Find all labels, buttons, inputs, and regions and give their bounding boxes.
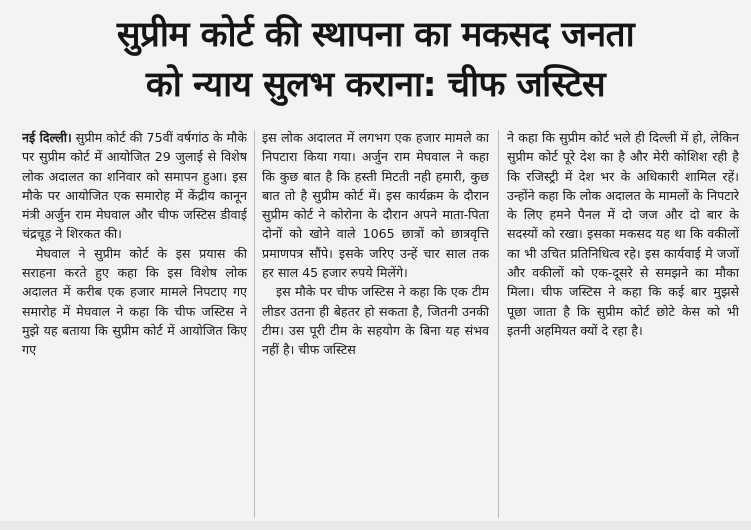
column-divider [498, 130, 499, 518]
paragraph-1 [22, 128, 247, 244]
paragraph-3: इस लोक अदालत में लगभग एक हजार मामले का निपटारा किया गया। अर्जुन राम मेघवाल ने कहा कि कुछ बात है कि हस्ती मिटती नही हमारी, कुछ बात तो है सुप्रीम कोर्ट में। इस कार्यक्रम के दौरान सुप्रीम कोर्ट ने कोरोना के दौरान अपने माता-पिता दोनों को खोने वाले 1065 छात्रों को छात्रवृत्ति प्रमाणपत्र सौंपे। इसके जरिए उन्हें चार साल तक हर साल 45 हजार रुपये मिलेंगे। [262, 130, 489, 281]
dateline: नई दिल्ली। [22, 130, 72, 145]
column-divider [254, 130, 255, 518]
paragraph-4: इस मौके पर चीफ जस्टिस ने कहा कि एक टीम लीडर उतना ही बेहतर हो सकता है, जितनी उनकी टीम। उस पूरी टीम के सहयोग के बिना यह संभव नहीं है। चीफ जस्टिस [262, 284, 489, 358]
article-column-1 [22, 128, 247, 520]
article-column-2 [262, 128, 489, 520]
article-column-3 [507, 128, 739, 520]
paragraph-5: ने कहा कि सुप्रीम कोर्ट भले ही दिल्ली में हो, लेकिन सुप्रीम कोर्ट पूरे देश का है और मेरी कोशिश रही है कि रजिस्ट्री में देश भर के अधिकारी शामिल रहें। उन्होंने कहा कि लोक अदालत के मामलों के निपटारे के लिए हमने पैनल में दो जज और दो बार के सदस्यों को रखा। इसका मकसद यह था कि वकीलों का भी उचित प्रतिनिधित्व रहे। इस कार्यवाई मे जजों और वकीलों को एक-दूसरे से समझने का मौका मिला। चीफ जस्टिस ने कहा कि कई बार मुझसे पूछा जाता है कि सुप्रीम कोर्ट छोटे केस को भी इतनी अहमियत क्यों दे रहा है। [507, 130, 739, 338]
headline [0, 10, 751, 110]
headline-line-2: को न्याय सुलभ कराना: चीफ जस्टिस [145, 65, 606, 105]
paragraph-2: मेघवाल ने सुप्रीम कोर्ट के इस प्रयास की सराहना करते हुए कहा कि इस विशेष लोक अदालत में करीब एक हजार मामले निपटाए गए समारोह में मेघवाल ने कहा कि चीफ जस्टिस ने मुझे यह बताया कि सुप्रीम कोर्ट में आयोजित किए गए [22, 245, 247, 358]
article-body [22, 128, 742, 520]
paragraph-1-text: सुप्रीम कोर्ट की 75वीं वर्षगांठ के मौके पर सुप्रीम कोर्ट में आयोजित 29 जुलाई से विशेष लोक अदालत का शनिवार को समापन हुआ। इस मौके पर आयोजित एक समारोह में केंद्रीय कानून मंत्री अर्जुन राम मेघवाल और चीफ जस्टिस डीवाई चंद्रचूड़ ने शिरकत की। [22, 130, 247, 242]
headline-line-1: सुप्रीम कोर्ट की स्थापना का मकसद जनता [116, 15, 635, 55]
clipping-bottom-edge [0, 521, 751, 530]
